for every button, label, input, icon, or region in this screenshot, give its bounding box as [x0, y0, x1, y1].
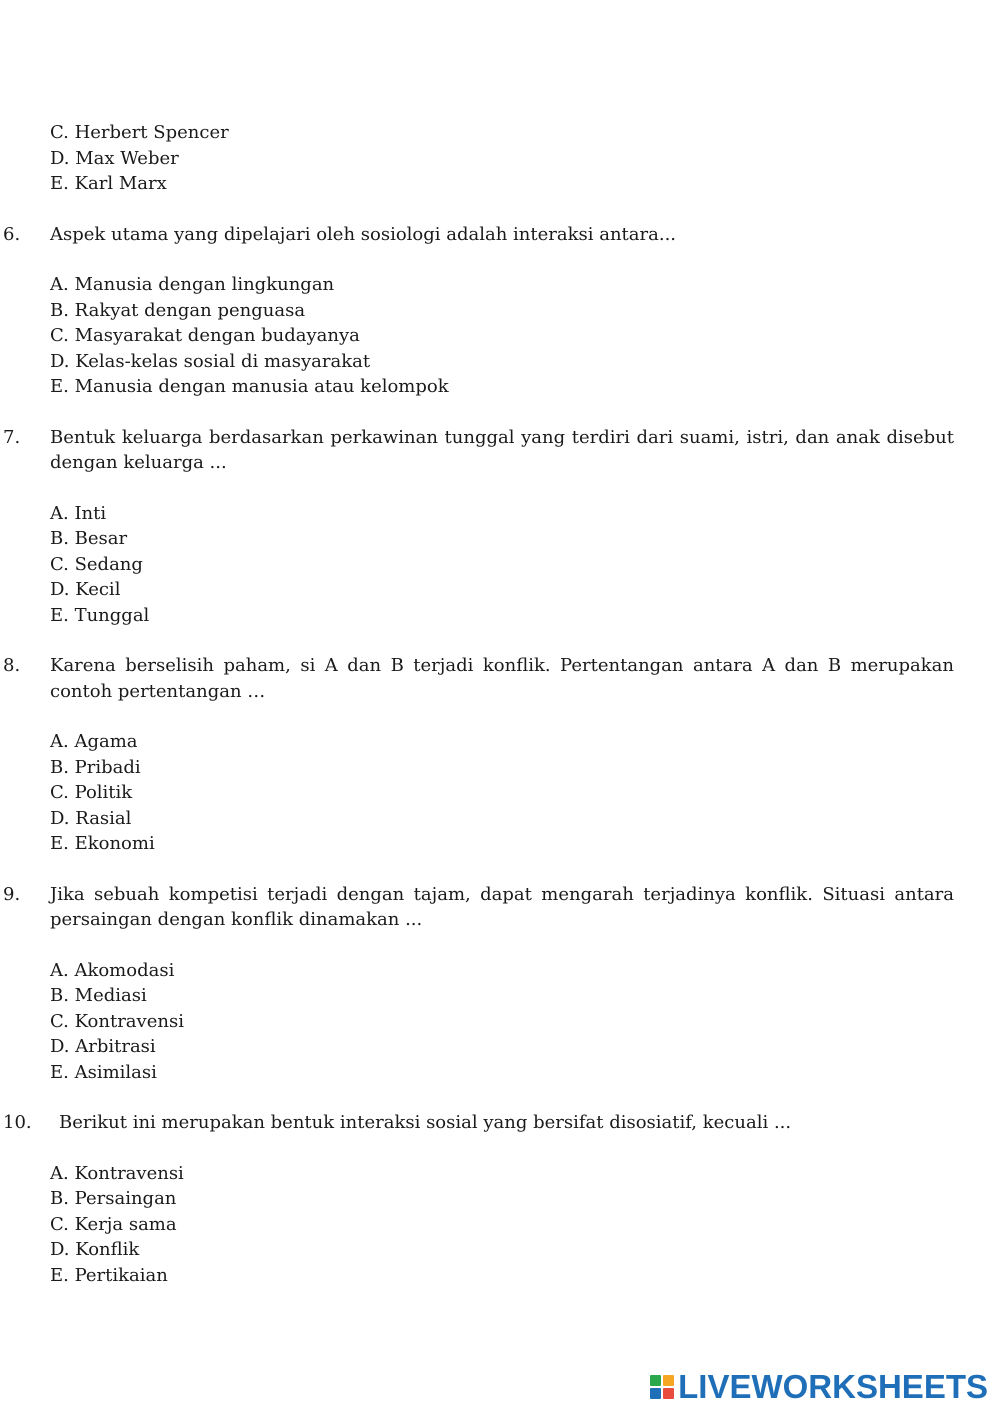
option-item: C. Herbert Spencer — [50, 122, 229, 143]
question-9 — [0, 882, 1000, 1086]
intro-options — [0, 120, 1000, 197]
option-item: E. Manusia dengan manusia atau kelompok — [50, 376, 449, 397]
question-number: 10. — [3, 1112, 32, 1133]
option-item: A. Kontravensi — [50, 1162, 184, 1184]
option-item: B. Persaingan — [50, 1188, 177, 1209]
option-item: B. Pribadi — [50, 756, 141, 778]
logo-square-red — [663, 1388, 674, 1399]
option-item: D. Kecil — [50, 579, 121, 600]
worksheet-content — [0, 120, 1000, 1288]
answer-options — [0, 958, 1000, 1086]
option-item: B. Mediasi — [50, 985, 147, 1006]
answer-options — [0, 1161, 1000, 1289]
question-number: 6. — [3, 223, 21, 245]
option-item: E. Ekonomi — [50, 833, 155, 854]
option-item: A. Akomodasi — [50, 959, 175, 981]
option-item: C. Kerja sama — [50, 1213, 177, 1235]
option-item: D. Kelas-kelas sosial di masyarakat — [50, 350, 371, 372]
logo-square-blue — [650, 1388, 661, 1399]
question-number: 8. — [3, 655, 21, 676]
question-text: Aspek utama yang dipelajari oleh sosiologi adalah interaksi antara... — [50, 223, 677, 245]
answer-options — [0, 272, 1000, 400]
option-item: C. Kontravensi — [50, 1010, 184, 1032]
option-item: A. Agama — [50, 731, 138, 752]
option-item: E. Pertikaian — [50, 1264, 168, 1286]
question-6 — [0, 222, 1000, 400]
question-text: Jika sebuah kompetisi terjadi dengan tajam, dapat mengarah terjadinya konflik. Situasi antara persaingan dengan konflik dinamakan ... — [50, 883, 954, 930]
option-item: B. Rakyat dengan penguasa — [50, 299, 306, 321]
logo-square-orange — [663, 1375, 674, 1386]
option-item: C. Politik — [50, 782, 133, 803]
option-item: C. Sedang — [50, 553, 143, 575]
answer-options — [0, 501, 1000, 629]
option-item: D. Rasial — [50, 807, 132, 829]
question-number: 7. — [3, 426, 21, 448]
answer-options — [0, 729, 1000, 857]
question-text: Berikut ini merupakan bentuk interaksi sosial yang bersifat disosiatif, kecuali ... — [59, 1112, 792, 1133]
question-text: Bentuk keluarga berdasarkan perkawinan tunggal yang terdiri dari suami, istri, dan anak disebut dengan keluarga ... — [50, 426, 954, 473]
logo-icon — [650, 1375, 674, 1399]
liveworksheets-logo[interactable] — [650, 1368, 988, 1406]
question-10 — [0, 1110, 1000, 1288]
option-item: C. Masyarakat dengan budayanya — [50, 325, 360, 346]
question-text: Karena berselisih paham, si A dan B terjadi konflik. Pertentangan antara A dan B merupakan contoh pertentangan … — [50, 655, 954, 702]
option-item: E. Tunggal — [50, 604, 150, 626]
question-7 — [0, 425, 1000, 629]
option-item: A. Manusia dengan lingkungan — [50, 274, 335, 295]
option-item: A. Inti — [50, 502, 107, 524]
option-item: D. Max Weber — [50, 147, 179, 169]
question-8 — [0, 653, 1000, 857]
option-item: E. Karl Marx — [50, 173, 167, 194]
option-item: E. Asimilasi — [50, 1061, 157, 1083]
logo-text: LIVEWORKSHEETS — [678, 1368, 988, 1405]
option-item: D. Arbitrasi — [50, 1036, 156, 1057]
option-item: B. Besar — [50, 528, 128, 549]
option-item: D. Konflik — [50, 1239, 140, 1260]
logo-square-green — [650, 1375, 661, 1386]
question-number: 9. — [3, 883, 21, 905]
